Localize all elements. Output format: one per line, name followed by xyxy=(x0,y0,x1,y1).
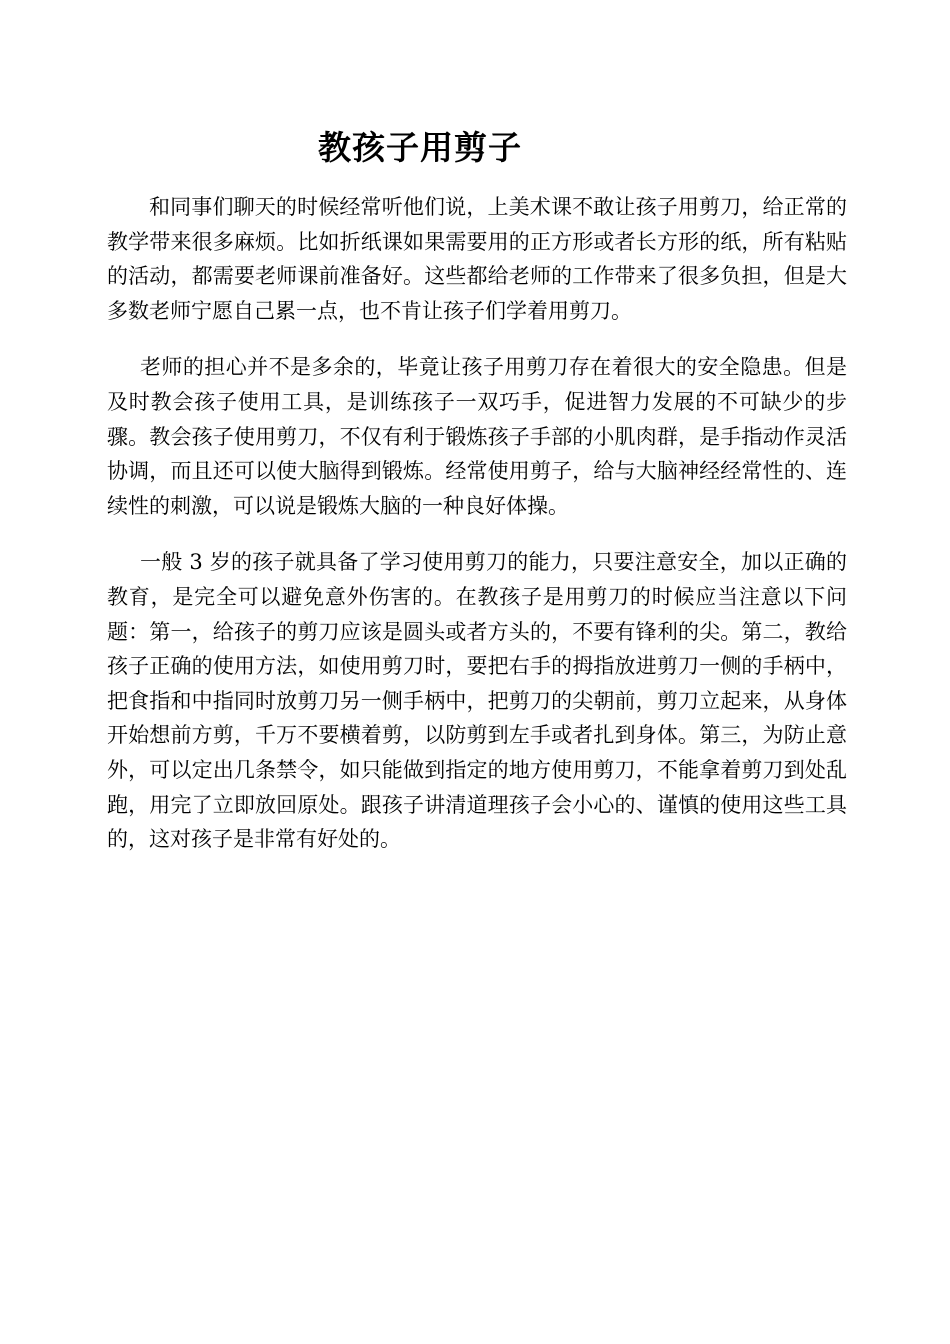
paragraph-2: 老师的担心并不是多余的，毕竟让孩子用剪刀存在着很大的安全隐患。但是及时教会孩子使用工具，是训练孩子一双巧手，促进智力发展的不可缺少的步骤。教会孩子使用剪刀，不仅有利于锻炼孩子手部的小肌肉群，是手指动作灵活协调，而且还可以使大脑得到锻炼。经常使用剪子，给与大脑神经经常性的、连续性的刺激，可以说是锻炼大脑的一种良好体操。 xyxy=(107,355,847,518)
document-title: 教孩子用剪子 xyxy=(318,128,522,167)
paragraph-3: 一般 3 岁的孩子就具备了学习使用剪刀的能力，只要注意安全，加以正确的教育，是完全可以避免意外伤害的。在教孩子是用剪刀的时候应当注意以下问题：第一，给孩子的剪刀应该是圆头或者方头的，不要有锋利的尖。第二，教给孩子正确的使用方法，如使用剪刀时，要把右手的拇指放进剪刀一侧的手柄中，把食指和中指同时放剪刀另一侧手柄中，把剪刀的尖朝前，剪刀立起来，从身体开始想前方剪，千万不要横着剪，以防剪到左手或者扎到身体。第三，为防止意外，可以定出几条禁令，如只能做到指定的地方使用剪刀，不能拿着剪刀到处乱跑，用完了立即放回原处。跟孩子讲清道理孩子会小心的、谨慎的使用这些工具的，这对孩子是非常有好处的。 xyxy=(107,550,847,852)
paragraph-1: 和同事们聊天的时候经常听他们说，上美术课不敢让孩子用剪刀，给正常的教学带来很多麻烦。比如折纸课如果需要用的正方形或者长方形的纸，所有粘贴的活动，都需要老师课前准备好。这些都给老师的工作带来了很多负担，但是大多数老师宁愿自己累一点，也不肯让孩子们学着用剪刀。 xyxy=(107,195,847,323)
document-body xyxy=(107,190,847,879)
